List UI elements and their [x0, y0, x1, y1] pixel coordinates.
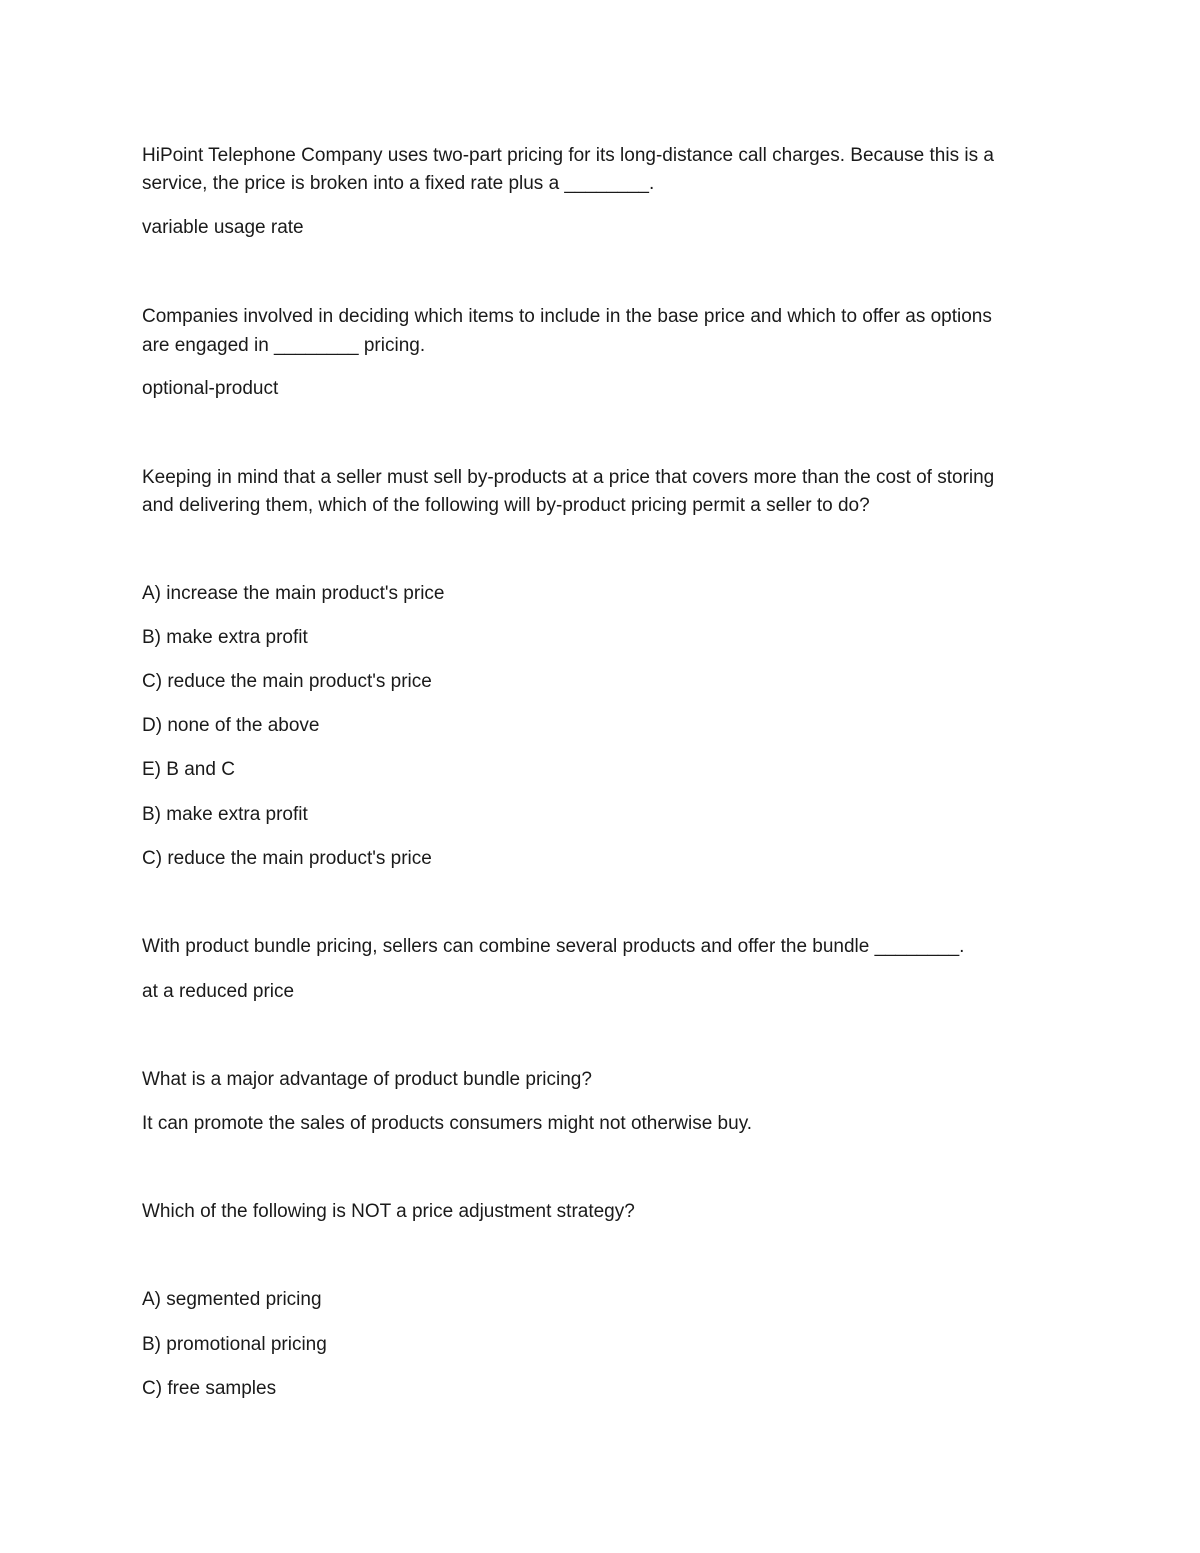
q5-answer: It can promote the sales of products consumers might not otherwise buy.: [142, 1113, 753, 1134]
q3-option-b: B) make extra profit: [142, 627, 308, 648]
q3-option-e: E) B and C: [142, 759, 235, 780]
q6-option-b: B) promotional pricing: [142, 1334, 327, 1355]
q4-answer: at a reduced price: [142, 981, 295, 1002]
q3-answer-c: C) reduce the main product's price: [142, 848, 432, 869]
q3-option-d: D) none of the above: [142, 715, 320, 736]
q2-text-line-2: are engaged in ________ pricing.: [142, 335, 426, 356]
q3-answer-b: B) make extra profit: [142, 804, 308, 825]
q3-option-c: C) reduce the main product's price: [142, 671, 432, 692]
q5-text: What is a major advantage of product bundle pricing?: [142, 1069, 592, 1090]
q6-text: Which of the following is NOT a price adjustment strategy?: [142, 1201, 635, 1222]
q1-answer: variable usage rate: [142, 217, 304, 238]
q4-text: With product bundle pricing, sellers can combine several products and offer the bundle ________.: [142, 936, 965, 957]
q2-text-line-1: Companies involved in deciding which items to include in the base price and which to offer as options: [142, 306, 992, 327]
q3-text-line-2: and delivering them, which of the following will by-product pricing permit a seller to do?: [142, 495, 870, 516]
q3-text-line-1: Keeping in mind that a seller must sell by-products at a price that covers more than the cost of storing: [142, 467, 995, 488]
q6-option-c: C) free samples: [142, 1378, 277, 1399]
q3-option-a: A) increase the main product's price: [142, 583, 445, 604]
q6-option-a: A) segmented pricing: [142, 1289, 322, 1310]
q2-answer: optional-product: [142, 378, 279, 399]
q1-text-line-2: service, the price is broken into a fixed rate plus a ________.: [142, 173, 655, 194]
q1-text-line-1: HiPoint Telephone Company uses two-part pricing for its long-distance call charges. Because this is a: [142, 145, 994, 166]
